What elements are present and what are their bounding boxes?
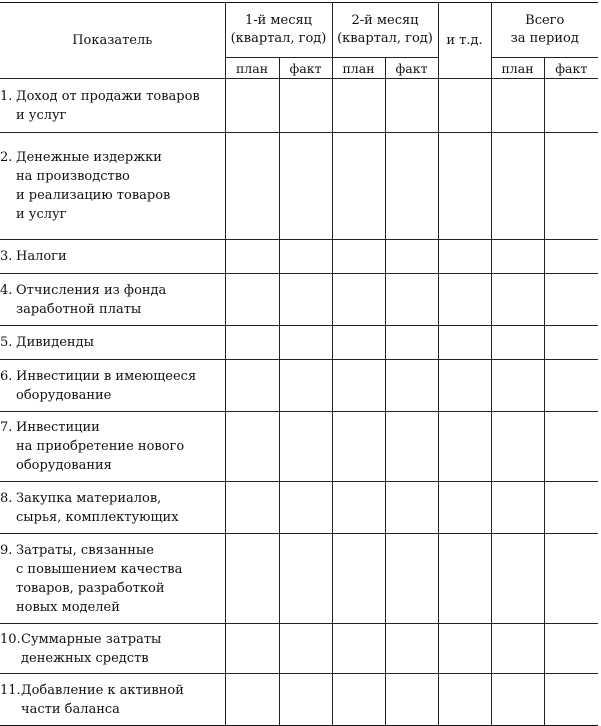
row-label-text: денежных средств (21, 650, 149, 666)
row-label-line (0, 598, 225, 617)
row-label-line (0, 456, 225, 475)
table-cell (332, 133, 385, 240)
row-label-line (0, 87, 225, 106)
table-cell (279, 274, 332, 326)
table-cell (332, 360, 385, 412)
table-row (0, 624, 598, 674)
table-cell (491, 482, 544, 534)
row-label-line (0, 186, 225, 205)
header-month1-fact: факт (279, 58, 332, 79)
table-cell (332, 326, 385, 360)
table-cell (491, 360, 544, 412)
table-cell (544, 482, 598, 534)
table-cell (544, 534, 598, 624)
table-cell (491, 274, 544, 326)
row-number: 9. (0, 542, 13, 558)
table-cell (491, 412, 544, 482)
table-cell (279, 240, 332, 274)
row-label-line (0, 489, 225, 508)
row-label (0, 360, 225, 412)
table-cell (544, 133, 598, 240)
row-label-line (0, 508, 225, 527)
row-number: 2. (0, 150, 13, 165)
table-row (0, 79, 598, 133)
table-cell (279, 79, 332, 133)
row-label-text: новых моделей (16, 599, 120, 615)
row-label-text: Денежные издержки (16, 150, 162, 165)
header-total-fact: факт (544, 58, 598, 79)
table-cell (332, 79, 385, 133)
table-cell (438, 412, 491, 482)
row-label-text: Инвестиции в имеющееся (16, 368, 197, 384)
row-number: 8. (0, 490, 13, 506)
table-cell (332, 274, 385, 326)
row-label-text: заработной платы (16, 301, 142, 317)
row-number: 4. (0, 282, 13, 298)
table-cell (544, 326, 598, 360)
row-label-text: Добавление к активной (21, 682, 184, 698)
row-number: 3. (0, 249, 13, 264)
table-cell (385, 624, 438, 674)
table-cell (438, 674, 491, 726)
row-number: 10. (0, 631, 21, 647)
table-cell (438, 360, 491, 412)
row-label-text: оборудование (16, 387, 112, 403)
row-label (0, 326, 225, 360)
row-label-line (0, 437, 225, 456)
table-cell (279, 534, 332, 624)
table-cell (279, 133, 332, 240)
header-month2-line1: 2-й месяц (351, 13, 419, 28)
row-label-line (0, 418, 225, 437)
table-cell (491, 674, 544, 726)
table-cell (491, 534, 544, 624)
row-label (0, 624, 225, 674)
row-label (0, 412, 225, 482)
header-month2 (332, 3, 438, 58)
row-number: 5. (0, 335, 13, 350)
table-cell (385, 412, 438, 482)
table-cell (279, 624, 332, 674)
table-cell (544, 412, 598, 482)
table-cell (385, 79, 438, 133)
table-cell (332, 534, 385, 624)
row-number: 7. (0, 420, 13, 435)
row-label-text: Налоги (16, 249, 67, 264)
cash-flow-table (0, 2, 598, 726)
header-month1-line1: 1-й месяц (244, 13, 313, 28)
table-cell (491, 624, 544, 674)
row-label-text: и услуг (16, 107, 67, 123)
table-cell (544, 674, 598, 726)
table-body (0, 79, 598, 726)
table-cell (225, 133, 279, 240)
header-month2-plan: план (332, 58, 385, 79)
row-label-text: и услуг (16, 207, 67, 222)
row-label (0, 79, 225, 133)
table-row (0, 274, 598, 326)
table-row (0, 240, 598, 274)
table-cell (438, 482, 491, 534)
row-label-line (0, 560, 225, 579)
row-number: 6. (0, 368, 13, 384)
table-cell (225, 79, 279, 133)
table-cell (225, 326, 279, 360)
row-number: 1. (0, 88, 13, 104)
table-cell (438, 624, 491, 674)
row-label-line (0, 630, 225, 649)
table-cell (279, 482, 332, 534)
table-cell (279, 674, 332, 726)
row-label-line (0, 247, 225, 266)
row-label (0, 674, 225, 726)
table-cell (438, 534, 491, 624)
table-cell (225, 482, 279, 534)
row-label-text: Доход от продажи товаров (16, 88, 200, 104)
table-cell (279, 360, 332, 412)
row-label-line (0, 386, 225, 405)
table-cell (544, 79, 598, 133)
table-cell (544, 360, 598, 412)
row-number: 11. (0, 682, 21, 698)
table-row (0, 133, 598, 240)
table-cell (385, 133, 438, 240)
table-cell (491, 240, 544, 274)
table-row (0, 360, 598, 412)
table-cell (385, 674, 438, 726)
row-label (0, 274, 225, 326)
row-label-text: оборудования (16, 458, 112, 473)
table-cell (438, 274, 491, 326)
table-cell (279, 326, 332, 360)
table-cell (544, 240, 598, 274)
table-cell (385, 274, 438, 326)
row-label (0, 534, 225, 624)
header-month1-plan: план (225, 58, 279, 79)
table-cell (544, 274, 598, 326)
row-label (0, 133, 225, 240)
table-row (0, 326, 598, 360)
table-cell (438, 240, 491, 274)
row-label-text: товаров, разработкой (16, 580, 165, 596)
table-cell (385, 240, 438, 274)
table-row (0, 482, 598, 534)
table-cell (438, 133, 491, 240)
table-cell (332, 240, 385, 274)
header-etc: и т.д. (438, 3, 491, 79)
row-label-text: Инвестиции (16, 420, 100, 435)
row-label-line (0, 281, 225, 300)
row-label-text: с повышением качества (16, 561, 183, 577)
table-cell (332, 412, 385, 482)
row-label-text: и реализацию товаров (16, 188, 171, 203)
table-cell (491, 79, 544, 133)
row-label (0, 240, 225, 274)
row-label-line (0, 681, 225, 700)
table-cell (225, 674, 279, 726)
row-label-line (0, 367, 225, 386)
row-label-line (0, 300, 225, 319)
table-cell (491, 326, 544, 360)
table-cell (544, 624, 598, 674)
row-label-line (0, 205, 225, 224)
row-label-text: Закупка материалов, (16, 490, 162, 506)
row-label-line (0, 333, 225, 352)
row-label-line (0, 579, 225, 598)
table-row (0, 534, 598, 624)
table-cell (385, 482, 438, 534)
row-label-text: части баланса (21, 701, 120, 717)
row-label-line (0, 700, 225, 719)
header-month2-fact: факт (385, 58, 438, 79)
row-label-line (0, 649, 225, 668)
row-label-text: Затраты, связанные (16, 542, 154, 558)
table-cell (332, 482, 385, 534)
table-cell (438, 326, 491, 360)
table-cell (225, 624, 279, 674)
table-cell (279, 412, 332, 482)
header-total-line2: за период (510, 31, 579, 46)
table-cell (385, 534, 438, 624)
table-cell (385, 326, 438, 360)
header-month1 (225, 3, 332, 58)
table-cell (225, 360, 279, 412)
table-cell (438, 79, 491, 133)
row-label-text: Дивиденды (16, 335, 94, 350)
table-cell (225, 534, 279, 624)
table-cell (225, 274, 279, 326)
header-indicator: Показатель (0, 3, 225, 79)
header-total-line1: Всего (525, 13, 565, 28)
row-label-text: сырья, комплектующих (16, 509, 179, 525)
table-row (0, 412, 598, 482)
row-label (0, 482, 225, 534)
header-month2-line2: (квартал, год) (337, 31, 433, 46)
row-label-line (0, 106, 225, 125)
table-cell (491, 133, 544, 240)
row-label-text: Суммарные затраты (21, 631, 162, 647)
table-cell (332, 624, 385, 674)
table-cell (225, 240, 279, 274)
row-label-line (0, 541, 225, 560)
header-month1-line2: (квартал, год) (230, 31, 327, 46)
row-label-line (0, 148, 225, 167)
table-row (0, 674, 598, 726)
table-cell (385, 360, 438, 412)
row-label-line (0, 167, 225, 186)
table-cell (225, 412, 279, 482)
row-label-text: на производство (16, 169, 130, 184)
header-total-plan: план (491, 58, 544, 79)
header-total (491, 3, 598, 58)
row-label-text: на приобретение нового (16, 439, 185, 454)
table-cell (332, 674, 385, 726)
row-label-text: Отчисления из фонда (16, 282, 167, 298)
